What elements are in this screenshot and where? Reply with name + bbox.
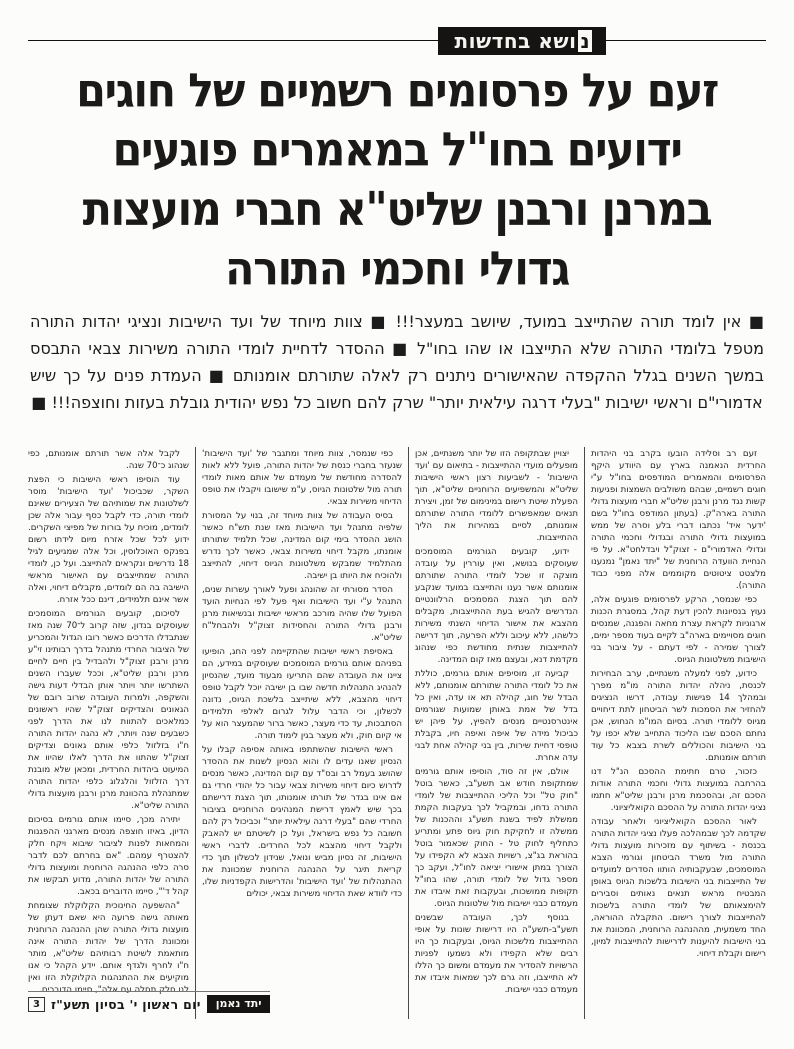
kicker-strip — [28, 27, 766, 55]
kicker-label: ושא בחדשות — [454, 29, 577, 53]
kicker-rule — [28, 40, 766, 41]
headline — [10, 62, 784, 300]
article-paragraph: הסדר מסורתי זה שהונהג ופעל לאורך עשרות שנים, התנהל ע"י ועד הישיבות ואף פעל לפי הנחיות הועד הפועל שלו שהיה מורכב מראשי ישיבות ובנשיאות מרנן ורבנן גדולי התורה והחסידות זצוק"ל ולהבחל"ח שליט"א. — [202, 585, 402, 643]
standfirst: ■ אין לומד תורה שהתייצב במועד, שיושב במעצר!!! ■ צוות מיוחד של ועד הישיבות ונציגי יהדות התורה מטפל בלומדי התורה שלא התייצבו או שהו בחו"ל ■ ההסדר לדחיית לומדי התורה משירות צבאי התבסס במשך השנים בגלל ההקפדה שהאישורים ניתנים רק לאלה שתורתם אומנותם ■ העמדת פנים על כך שיש אדמורי"ם וראשי ישיבות "בעלי דרגה עילאית יותר" שרק להם חשוב כל נפש יהודית גובלת בעזות וחוצפה!!! ■ — [30, 312, 764, 412]
footer-date: יום ראשון י' בסיון תשע"ז — [50, 996, 201, 1012]
headline-line: גדולי וחכמי התורה — [225, 242, 569, 297]
article-paragraph: לאור ההסכם הקואליציוני ולאחר עבודה שקדמה לכך שבמהלכה פעלו נציגי יהדות התורה בכנסת - בשיתוף עם מזכירות מועצות גדולי התורה מול משרד הביטחון וגורמי הצבא המוסמכים, שבעקבותיה הותוו הסדרים למועדים של התייצבות בני הישיבות בלשכות הגיוס באופן המבטיח מראש תנאים נאותים וסבירים להימצאותם של לומדי התורה בלשכות להתייצבות לצורך רישום. התקבלה ההוראה, החד משמעית, מההנהגה הרוחנית, המכוונת את בני הישיבות להיענות לדרישות להתייצבות למיון, רישום וקבלת דיחוי. — [591, 817, 766, 959]
headline-line: ידועים בחו"ל במאמרים פוגעים — [112, 123, 682, 178]
footer — [28, 991, 270, 1013]
article-paragraph: יתירה מכך, סיימו אותם גורמים בסיכום הדיון, באיזו חוצפה מנסים מארגני ההפגנות והמחאות לפנות לציבור שיבוא ויקח חלק להצטרף עמהם. "אם בחרתם לכם לדבר סרה כלפי ההנהגה הרוחנית ומועצות גדולי התורה של יהדות התורה, מדוע תבקשו את קהל ד'", סיימו הדוברים בכאב. — [28, 815, 189, 897]
article-paragraph: אולם, אין זה סוד, הוסיפו אותם גורמים שמתקופת חודש אב תשע"ב, כאשר בוטל "חוק טל" וכל הליכי ההתייצבות של לומדי התורה נדחו, ובמקביל לכך בעקבות הקמת ממשלת לפיד בשנת תשע"ג וההכנות של ממשלה זו לחקיקת חוק גיוס פתע ומתריע כתחליף לחוק טל - החוק שכאמור בוטל בהוראת בג"צ, רשויות הצבא לא הקפידו על הצורך במתן אישורי יציאה לחו"ל, ועקב כך מספר גדול של לומדי תורה, שהו בחו"ל תקופות ממושכות, ובעקבות זאת איבדו את מעמדם כבני ישיבות מול שלטונות הגיוס. — [415, 767, 578, 909]
article-paragraph: קביעה זו, מוסיפים אותם גורמים, כוללת את כל לומדי התורה שתורתם אומנותם, ללא הבדל של חוג, קהילה תא או עדה, ואין כל בדל של אמת באותן שמועות שגורמים אינטרסנטיים מנסים להפיץ, על פיהן יש כביכול מידה של איפה ואיפה חיו, בקבלת טופסי דחיית שירות, בין בני קהילה אחת לבני עדה אחרת. — [415, 669, 578, 763]
article-paragraph: לסיכום, קובעים הגורמים המוסמכים שעוסקים בנדון, שזה קרוב ל־70 שנה מאז שנתבדלו הדרכים כאשר רובו הגדול והמכריע של הציבור החרדי מתנהל בדרך רבותינו זי"ע מרנן ורבנן זצוק"ל ולהבדיל בין חיים לחיים מרנן ורבנן שליט"א, וככל שעברו השנים השתרשו יותר ויותר אותן הבדלי דעות גישה והשקפה, ולמרות העובדה שרוב רובם של הגאונים והצדיקים זצוק"ל שהיו ראשונים כמלאכים להתוות לנו את הדרך לפני כשבעים שנה ויותר, לא נהגה יהדות התורה ח"ו בזלזול כלפי אותם גאונים וצדיקים זצוק"ל שהתוו את הדרך לאלו שהיוו את המיעוט ביהדות החרדית, ומכאן שלא מובנת דרך הזלזול והלגלוג כלפי יהדות התורה שמתנהלת בהכוונת מרנן ורבנן מועצות גדולי התורה שליט"א. — [28, 609, 189, 811]
article-body — [28, 447, 766, 1019]
article-paragraph: בסיס העבודה של צוות מיוחד זה, בנוי על המסורת שלפיה מתנהל ועד הישיבות מאז שנת תש"ח כאשר הושג ההסדר בימי קום המדינה, שכל תלמיד שתורתו אומנתו, מקבל דיחוי משירות צבאי, כאשר לכך נדרש מהתלמיד שמבקש משלטונות הגיוס דיחוי, להתייצב ולהוכיח את היותו בן ישיבה. — [202, 511, 402, 581]
article-paragraph: בנוסף לכך, העובדה שבשנים תשע"ב-תשע"ה היו דרישות שונות על אופי ההתייצבות מלשכות הגיוס, ובעקבות כך היו רבים שלא הקפידו ולא נשמעו לפניות הרשויות להסדיר את מעמדם ומשום כך הללו לא התייצבו, וזה גרם לכך שמאות איבדו את מעמדם כבני ישיבות. — [415, 913, 578, 995]
article-paragraph: כזכור, טרם חתימת ההסכם הנ"ל דנו בהרחבה במועצות גדולי וחכמי התורה אודות הסכם זה, ובהסכמת מרנן ורבנן שליט"א חתמו נציגי יהדות התורה על ההסכם הקואליציוני. — [591, 767, 766, 813]
article-paragraph: עוד הוסיפו ראשי הישיבות כי הפצת השקר, שכביכול 'ועד הישיבות' מוסר לשלטונות את שמותיהם של הצעירים שאינם לומדי תורה, כדי לקבל כסף עבור אלה שכן לומדים, מוכיח על בורות של מפיצי השקרים. ידוע לכל שכל אזרח מיום לידתו רשום בפנקס האוכלוסין, וכל אלה שמגיעים לגיל 18 נדרשים ונקראים להתייצב. ועל כן, לומדי התורה שמתייצבים עם האישור מראשי הישיבה בה הם לומדים, מקבלים דיחוי, ואלה אשר אינם תלמידים, דינם ככל אזרח. — [28, 475, 189, 605]
article-paragraph: כידוע, לפני למעלה משנתיים, ערב הבחירות לכנסת, ניהלה יהדות התורה מו"מ מפרך ובמהלך 14 פגישות עבודה, דרשו הנציגים להחזיר את הסמכות לשר הביטחון לתת דיחויים מגיוס ללומדי תורה. בסיום המו"מ הנחוש, אכן נחתם הסכם שבו הליכוד התחייב שלא יכפו על בני הישיבות והכוללים לשרת בצבא כל עוד תורתם אומנותם. — [591, 669, 766, 763]
article-paragraph: ידוע, קובעים הגורמים המוסמכים שעוסקים בנושא, ואין עוררין על עובדה מוצקה זו שכל לומדי התורה שתורתם אומנותם אשר נענו והתייצבו במועד שנקבע להם תוך הצגת המסמכים הרלוונטיים הנדרשים להגיש בעת ההתייצבות, מקבלים מהצבא את אישור הדיחוי השנתי משירות כלשהו, ללא עיכוב וללא הפרעה, תוך דרישה להתייצבות שנתית מחודשת כפי שנהוג מקדמת דנא, ובעצם מאז קום המדינה. — [415, 547, 578, 665]
article-paragraph: כפי שנמסר, הרקע לפרסומים פוגעים אלה, נעוץ בנסיונות להכין דעת קהל, במסגרת הכנות ארגוניות לקראת עצרת מחאה והפגנה, שמנסים חוגים מסויימים בארה"ב לקיים בעוד מספר ימים, לצורך שמירה - לפי דעתם - על ציבור בני הישיבות משלטונות הגיוס. — [591, 595, 766, 665]
article-paragraph: יצויין שבתקופה הזו של יותר משנתיים, אכן מופעלים מועדי ההתייצבות - בתיאום עם 'ועד הישיבות' - לשביעות רצון ראשי הישיבות שליט"א והמשפיעים הרוחניים שליט"א, תוך הפעלת שיטת רישום במינימום של זמן, ויצירת תנאים שמאפשרים ללומדי התורה שתורתם אומנותם, לסיים במהירות את הליך ההתייצבות. — [415, 449, 578, 543]
footer-brand: יתד נאמן — [207, 995, 271, 1013]
article-paragraph: באסיפת ראשי ישיבות שהתקיימה לפני החג, הופיעו בפניהם אותם גורמים המוסמכים שעוסקים במידע, הם ציינו את העובדה שהם התריעו מבעוד מועד, שהנסיון להנהיג התנהלות חדשה שבו בן ישיבה יוכל לקבל טופס דיחוי מהצבא, ללא שיתייצב בלשכת הגיוס, נדונה לכשלון, וכי הדבר עלול לגרום לאלפי תלמידים הסתבכות, עד כדי מעצר, כאשר ברור שהמעצר הוא על אי קיום חוק, ולא מעצר בגין לימוד תורה. — [202, 647, 402, 741]
article-column — [28, 447, 196, 1019]
article-column — [196, 447, 409, 1019]
article-paragraph: כפי שנמסר, צוות מיוחד ומתגבר של 'ועד הישיבות' שנעזר בחברי כנסת של יהדות התורה, פועל ללא לאות להסדרה מחודשת של מעמדם של אותם מאות לומדי תורה מול שלטונות הגיוס, ע"מ שישובו ויקבלו את טופס הדיחוי משירות צבאי. — [202, 449, 402, 507]
article-paragraph: ראשי הישיבות שהשתתפו באותה אסיפה קבלו על הנסיון שאנו עדים לו והוא הנסיון לשנות את ההסדר שהושג בעמל רב ובס"ד עם קום המדינה, כאשר מנסים לדרוש כיום דיחוי משירות צבאי עבור כל יהודי חרדי גם אם אינו בגדר של תורתו אומנותו, תוך הצגת דרישתם בכך שיש לאמץ דרישת המנהיגים הרוחניים בציבור החרדי שהם "בעלי דרגה עילאית יותר" וכביכול רק להם חשובה כל נפש בישראל, ועל כן לשיטתם יש להאבק ולקבל דיחוי מהצבא לכל החרדים. לדברי ראשי הישיבות, זה נסיון מביש ונואל, שנידון לכשלון תוך כדי קריאת תיגר על ההנהגה הרוחנית שמכוונת את ההתנהלות של 'ועד הישיבות' והדרישות הקפדניות שלו, כדי לוודא שאת הדיחוי משירות צבאי, יכולים — [202, 745, 402, 899]
article-paragraph: לקבל אלה אשר תורתם אומנותם, כפי שנהוג כ־70 שנה. — [28, 449, 189, 471]
footer-page-number: 3 — [28, 997, 45, 1012]
kicker-box — [438, 27, 606, 55]
headline-line: זעם על פרסומים רשמיים של חוגים — [76, 64, 718, 119]
article-paragraph: זעם רב וסלידה הובעו בקרב בני היהדות החרדית הנאמנה בארץ עם היוודע היקף הפרסומים והמאמרים המודפסים בחו"ל ע"י חוגים רשמיים, שבהם משולבים השמצות ופגיעות קשות נגד מרנן ורבנן שליט"א חברי מועצות גדולי התורה בארה"ק. (בעתון המודפס בחו"ל בשם 'ידער איד' נכתבו דברי בלע וסרה של ממש במועצות גדולי התורה ובגדולי וחכמי התורה וגדולי האדמורי"ם - זצוק"ל ויבדלחט"א. על פי הנחיית הוועדה הרוחנית של "יתד נאמן" נמנענו מלצטט ציטוטים מקוממים אלה מפני כבוד התורה). — [591, 449, 766, 591]
article-paragraph: "ההשפעה החינוכית הקלוקלת שצומחת מאותה גישה פרועה היא שאם דעתן של מועצות גדולי התורה שהן ההנהגה הרוחנית ומכוונת הדרך של יהדות התורה אינה מותאמת לשיטת רבותיהם שליט"א, מותר ח"ו לחרף ולגדף אותם. יידע הקהל כי אנו מוקיעים את ההתנהגות הקלוקלת הזו ואין לנו חלק תחלה עם אלה", סיימו הדוברים. — [28, 901, 189, 995]
article-column — [585, 447, 766, 1019]
kicker-first-letter: נ — [580, 29, 590, 53]
article-column — [409, 447, 585, 1019]
headline-line: במרנן ורבנן שליט"א חברי מועצות — [82, 182, 712, 237]
